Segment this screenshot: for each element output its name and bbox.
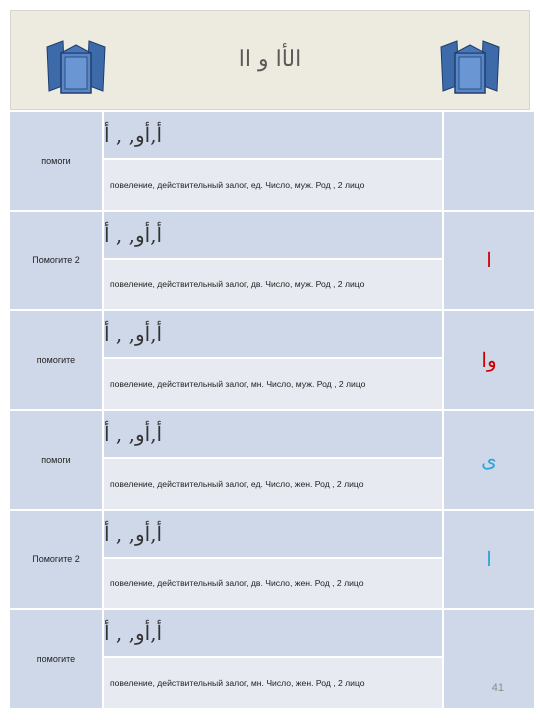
grammar-description: повеление, действительный залог, дв. Число, муж. Род , 2 лицо <box>104 260 442 310</box>
row-label: помоги <box>10 411 102 511</box>
book-icon <box>439 39 501 95</box>
grammar-description: повеление, действительный залог, ед. Число, жен. Род , 2 лицо <box>104 459 442 509</box>
arabic-forms: أ,أو, , أ <box>104 411 442 459</box>
slide-title: الأا و اا <box>238 47 302 72</box>
slide-header <box>10 10 530 110</box>
row-content <box>104 610 442 710</box>
ending-marker: ى <box>444 411 534 511</box>
row-label: Помогите 2 <box>10 212 102 312</box>
grammar-description: повеление, действительный залог, мн. Число, жен. Род , 2 лицо <box>104 658 442 708</box>
row-label: Помогите 2 <box>10 511 102 611</box>
row-content <box>104 311 442 411</box>
row-label: помоги <box>10 112 102 212</box>
conjugation-table <box>10 112 530 710</box>
row-label: помогите <box>10 311 102 411</box>
arabic-forms: أ,أو, , أ <box>104 212 442 260</box>
arabic-forms: أ,أو, , أ <box>104 112 442 160</box>
arabic-forms: أ,أو, , أ <box>104 511 442 559</box>
ending-marker: ا <box>444 511 534 611</box>
page-number: 41 <box>491 682 504 694</box>
row-content <box>104 212 442 312</box>
grammar-description: повеление, действительный залог, дв. Число, жен. Род , 2 лицо <box>104 559 442 609</box>
grammar-description: повеление, действительный залог, ед. Число, муж. Род , 2 лицо <box>104 160 442 210</box>
ending-marker: وا <box>444 311 534 411</box>
ending-marker: ا <box>444 212 534 312</box>
row-content <box>104 112 442 212</box>
arabic-forms: أ,أو, , أ <box>104 610 442 658</box>
row-content <box>104 511 442 611</box>
row-content <box>104 411 442 511</box>
grammar-description: повеление, действительный залог, мн. Число, муж. Род , 2 лицо <box>104 359 442 409</box>
row-label: помогите <box>10 610 102 710</box>
arabic-forms: أ,أو, , أ <box>104 311 442 359</box>
ending-marker <box>444 112 534 212</box>
ending-marker <box>444 610 534 710</box>
slide <box>10 10 530 710</box>
